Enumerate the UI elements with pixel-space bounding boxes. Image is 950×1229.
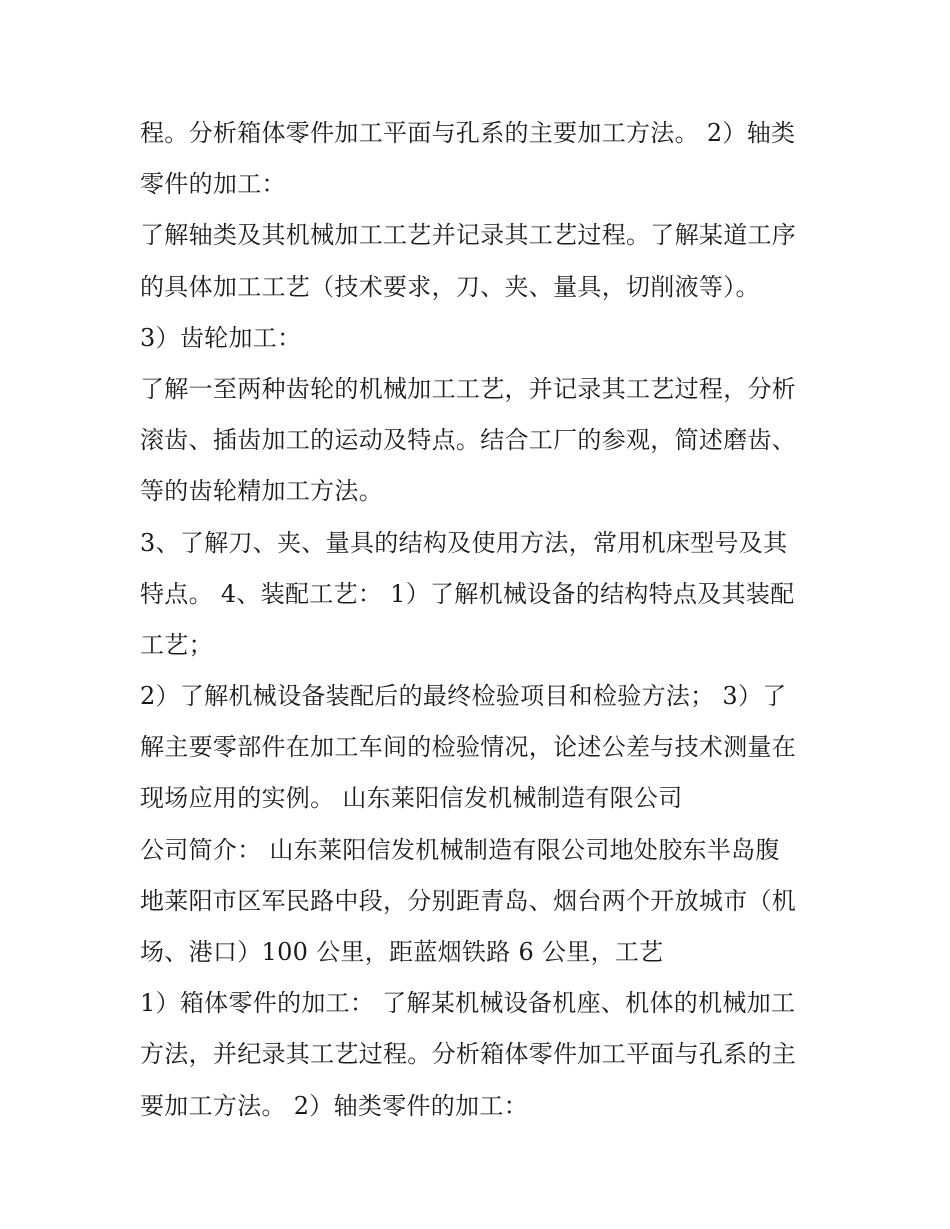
text-line: 3、了解刀、夹、量具的结构及使用方法，常用机床型号及其 <box>140 528 788 557</box>
document-body <box>140 108 820 1132</box>
text-line: 3）齿轮加工： <box>140 323 302 352</box>
text-line: 场、港口）100 公里，距蓝烟铁路 6 公里，工艺 <box>140 938 664 966</box>
text-line: 解主要零部件在加工车间的检验情况，论述公差与技术测量在 <box>140 733 797 762</box>
text-line: 等的齿轮精加工方法。 <box>140 477 383 506</box>
text-line: 零件的加工： <box>140 170 286 199</box>
text-line: 程。分析箱体零件加工平面与孔系的主要加工方法。 2）轴类 <box>140 119 796 147</box>
text-line: 公司简介： 山东莱阳信发机械制造有限公司地处胶东半岛腹 <box>140 835 780 864</box>
text-line: 的具体加工工艺（技术要求，刀、夹、量具，切削液等）。 <box>140 272 760 301</box>
text-line: 1）箱体零件的加工： 了解某机械设备机座、机体的机械加工 <box>140 989 796 1018</box>
text-line: 方法，并纪录其工艺过程。分析箱体零件加工平面与孔系的主 <box>140 1040 797 1069</box>
text-line: 了解轴类及其机械加工工艺并记录其工艺过程。了解某道工序 <box>140 221 797 250</box>
text-line: 地莱阳市区军民路中段，分别距青岛、烟台两个开放城市（机 <box>140 886 797 915</box>
text-line: 滚齿、插齿加工的运动及特点。结合工厂的参观，简述磨齿、 <box>140 426 797 455</box>
text-line: 现场应用的实例。 山东莱阳信发机械制造有限公司 <box>140 784 683 813</box>
text-line: 2）了解机械设备装配后的最终检验项目和检验方法； 3）了 <box>140 682 787 711</box>
text-line: 特点。 4、装配工艺： 1）了解机械设备的结构特点及其装配 <box>140 579 795 608</box>
text-line: 了解一至两种齿轮的机械加工工艺，并记录其工艺过程，分析 <box>140 374 797 403</box>
text-line: 要加工方法。 2）轴类零件的加工： <box>140 1091 528 1120</box>
text-line: 工艺； <box>140 630 213 659</box>
